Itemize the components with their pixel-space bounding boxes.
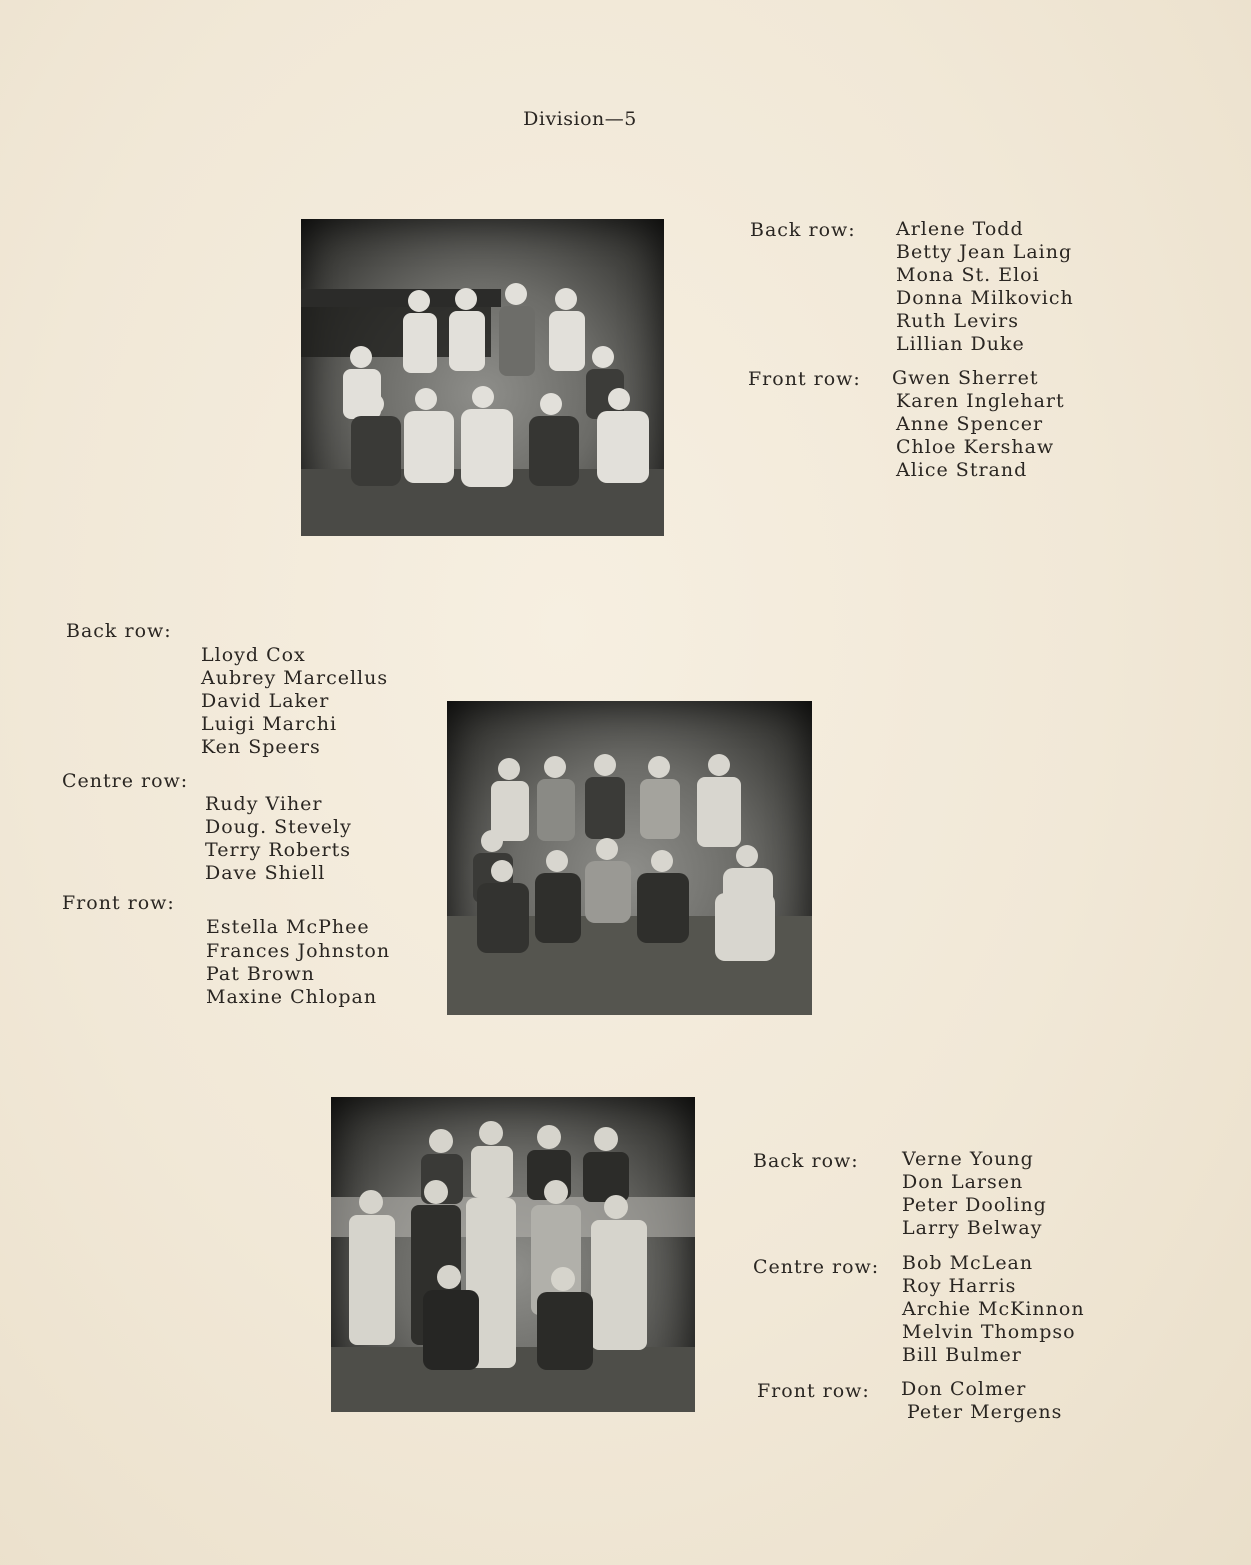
name-item: Luigi Marchi <box>201 713 338 735</box>
name-item: Don Colmer <box>901 1378 1027 1400</box>
name-item: Larry Belway <box>902 1217 1043 1239</box>
group3-front-label: Front row: <box>757 1380 870 1402</box>
group3-front-names <box>901 1378 1062 1424</box>
name-item: Bill Bulmer <box>902 1344 1022 1366</box>
name-item: Lillian Duke <box>896 333 1025 355</box>
group1-back-names <box>896 218 1074 356</box>
group3-centre-label: Centre row: <box>753 1256 880 1278</box>
group-photo-1-figures <box>301 219 664 536</box>
name-item: Gwen Sherret <box>892 367 1039 389</box>
name-item: Lloyd Cox <box>201 644 306 666</box>
page-heading: Division—5 <box>523 108 637 130</box>
group2-back-names <box>201 644 388 759</box>
group1-back-label: Back row: <box>750 219 856 241</box>
name-item: Maxine Chlopan <box>206 986 378 1008</box>
name-item: Pat Brown <box>206 963 315 985</box>
name-item: Chloe Kershaw <box>896 436 1055 458</box>
name-item: Aubrey Marcellus <box>201 667 389 689</box>
name-item: Anne Spencer <box>896 413 1044 435</box>
group-photo-2 <box>447 701 812 1015</box>
name-item: Roy Harris <box>902 1275 1017 1297</box>
name-item: Arlene Todd <box>896 218 1024 240</box>
name-item: Terry Roberts <box>205 839 351 861</box>
name-item: Betty Jean Laing <box>896 241 1073 263</box>
name-item: Doug. Stevely <box>205 816 352 838</box>
group1-front-names <box>892 367 1065 482</box>
group-photo-2-figures <box>447 701 812 1015</box>
name-item: Ken Speers <box>201 736 321 758</box>
group1-front-label: Front row: <box>748 368 861 390</box>
group2-back-label: Back row: <box>66 620 172 642</box>
group-photo-3-figures <box>331 1097 695 1412</box>
name-item: Verne Young <box>902 1148 1034 1170</box>
name-item: Mona St. Eloi <box>896 264 1040 286</box>
name-item: Frances Johnston <box>206 940 391 962</box>
name-item: David Laker <box>201 690 330 712</box>
group-photo-3 <box>331 1097 695 1412</box>
group2-centre-label: Centre row: <box>62 770 189 792</box>
name-item: Bob McLean <box>902 1252 1034 1274</box>
group2-front-label: Front row: <box>62 892 175 914</box>
group3-back-names <box>902 1148 1047 1240</box>
group3-centre-names <box>902 1252 1085 1367</box>
name-item: Peter Mergens <box>907 1401 1063 1423</box>
group3-back-label: Back row: <box>753 1150 859 1172</box>
name-item: Peter Dooling <box>902 1194 1047 1216</box>
group2-front-names <box>206 916 390 1009</box>
name-item: Ruth Levirs <box>896 310 1019 332</box>
name-item: Alice Strand <box>896 459 1028 481</box>
name-item: Don Larsen <box>902 1171 1024 1193</box>
name-item: Donna Milkovich <box>896 287 1074 309</box>
name-item: Melvin Thompso <box>902 1321 1076 1343</box>
name-item: Karen Inglehart <box>896 390 1065 412</box>
name-item: Estella McPhee <box>206 916 370 938</box>
group2-centre-names <box>205 793 352 885</box>
name-item: Dave Shiell <box>205 862 326 884</box>
name-item: Rudy Viher <box>205 793 323 815</box>
group-photo-1 <box>301 219 664 536</box>
name-item: Archie McKinnon <box>902 1298 1085 1320</box>
